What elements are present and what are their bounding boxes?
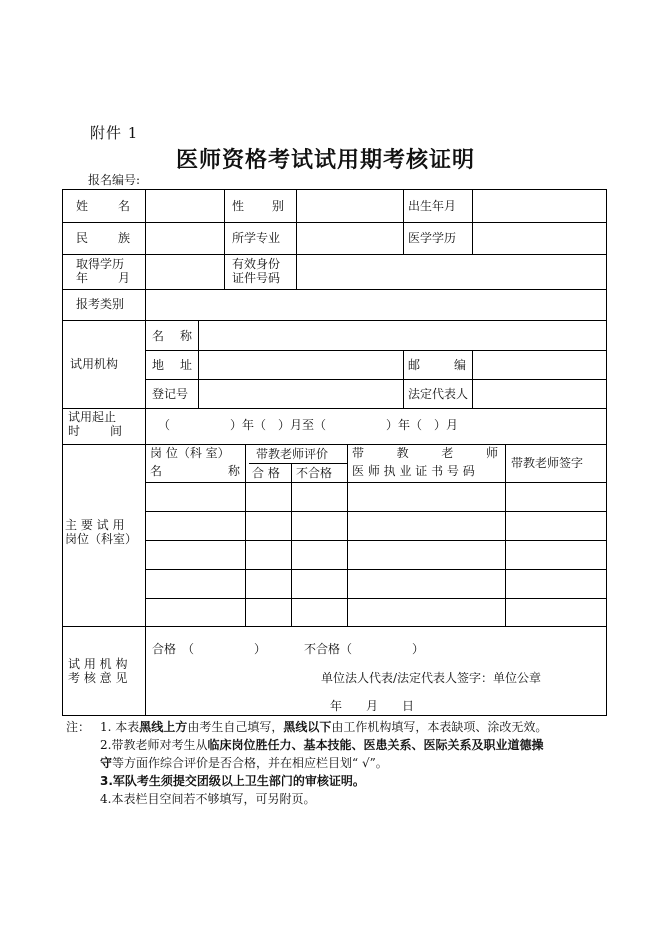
gender-label: 性 别 <box>232 199 284 213</box>
fail-column-header: 不合格 <box>296 466 333 480</box>
attachment-label: 附件 1 <box>90 124 139 142</box>
ethnicity-field[interactable] <box>146 223 224 254</box>
assessment-form-table <box>62 189 607 716</box>
opinion-date-line: 年 月 日 <box>330 699 415 713</box>
registration-no-field[interactable] <box>199 380 403 408</box>
institution-name-field[interactable] <box>199 321 606 350</box>
institution-name-label: 名 称 <box>152 329 192 343</box>
trial-period-field[interactable]: （ ）年（ ）月至（ ）年（ ）月 <box>158 418 459 432</box>
note-3: 3.军队考生须提交团级以上卫生部门的审核证明。 <box>100 774 365 788</box>
registration-no-label: 登记号 <box>152 387 189 401</box>
teacher-license-header: 带 教 老 师 医 师 执 业 证 书 号 码 <box>352 446 498 478</box>
post-department-column-header: 岗 位（科 室） 名 称 <box>150 446 240 478</box>
institution-address-field[interactable] <box>199 351 403 379</box>
name-field[interactable] <box>146 190 224 222</box>
institution-address-label: 地 址 <box>152 358 192 372</box>
id-number-label: 有效身份 证件号码 <box>232 257 281 285</box>
postcode-label: 邮 编 <box>408 358 466 372</box>
signature-seal-line: 单位法人代表/法定代表人签字：单位公章 <box>321 671 542 685</box>
note-2: 2.带教老师对考生从临床岗位胜任力、基本技能、医患关系、医际关系及职业道德操 <box>100 738 544 752</box>
exam-category-field[interactable] <box>146 290 606 320</box>
notes-prefix: 注： <box>66 720 91 734</box>
id-number-field[interactable] <box>297 255 606 289</box>
exam-category-label: 报考类别 <box>76 297 125 311</box>
teacher-evaluation-header: 带教老师评价 <box>256 447 329 461</box>
gender-field[interactable] <box>297 190 403 222</box>
pass-column-header: 合 格 <box>252 466 280 480</box>
major-field[interactable] <box>297 223 403 254</box>
note-1: 1. 本表黑线上方由考生自己填写，黑线以下由工作机构填写，本表缺项、涂改无效。 <box>100 720 548 734</box>
opinion-fail-option[interactable]: 不合格（ ） <box>304 642 425 656</box>
name-label: 姓 名 <box>76 199 130 213</box>
degree-date-label: 取得学历 年 月 <box>76 257 130 285</box>
form-title: 医师资格考试试用期考核证明 <box>176 147 476 173</box>
note-4: 4.本表栏目空间若不够填写，可另附页。 <box>100 792 316 806</box>
major-label: 所学专业 <box>232 231 281 245</box>
ethnicity-label: 民 族 <box>76 231 130 245</box>
birth-date-label: 出生年月 <box>408 199 457 213</box>
teacher-signature-header: 带教老师签字 <box>511 456 584 470</box>
main-positions-label: 主 要 试 用 岗位（科室） <box>65 518 138 546</box>
note-2-continued: 守等方面作综合评价是否合格，并在相应栏目划“ √”。 <box>100 756 388 770</box>
degree-date-field[interactable] <box>146 255 224 289</box>
legal-representative-field[interactable] <box>473 380 606 408</box>
trial-period-label: 试用起止 时 间 <box>68 410 122 438</box>
trial-institution-label: 试用机构 <box>70 357 119 371</box>
medical-education-field[interactable] <box>473 223 606 254</box>
registration-number-label: 报名编号: <box>88 173 141 187</box>
postcode-field[interactable] <box>473 351 606 379</box>
institution-opinion-label: 试 用 机 构 考 核 意 见 <box>68 657 128 685</box>
legal-representative-label: 法定代表人 <box>408 387 469 401</box>
birth-date-field[interactable] <box>473 190 606 222</box>
opinion-pass-option[interactable]: 合格 （ ） <box>152 642 267 656</box>
medical-education-label: 医学学历 <box>408 231 457 245</box>
positions-entry-area[interactable] <box>146 483 606 626</box>
